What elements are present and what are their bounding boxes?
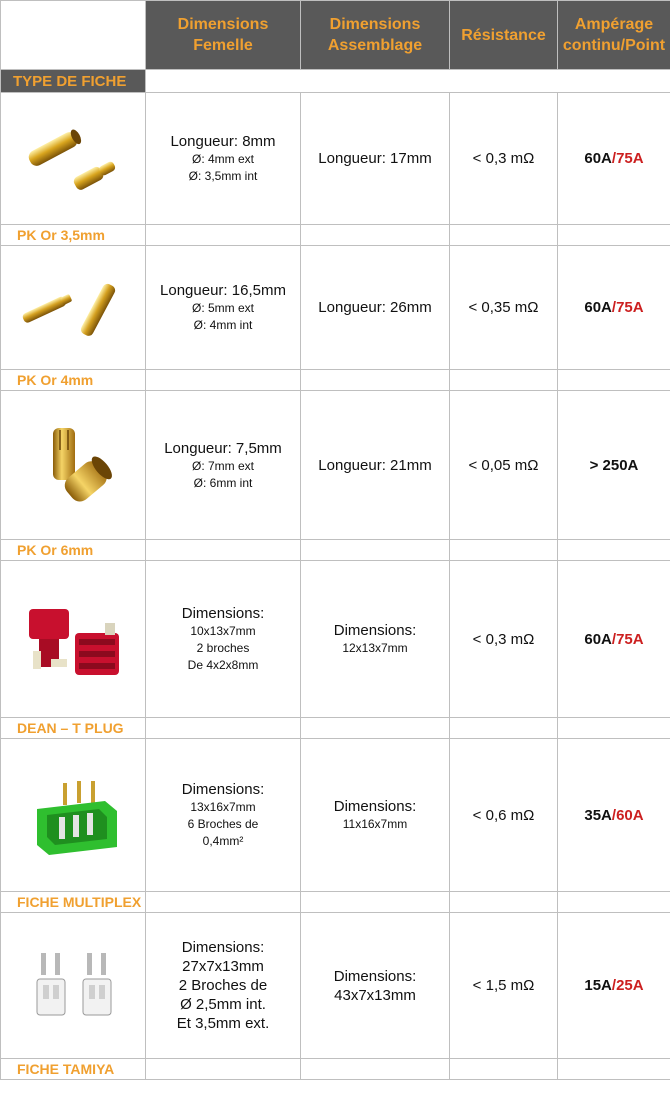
band-spacer (301, 892, 450, 913)
dim-femelle-line: Ø: 5mm ext (191, 301, 254, 315)
connector-name-row (1, 1059, 670, 1080)
dim-assemblage-cell (301, 739, 450, 892)
dim-femelle-line: Longueur: 7,5mm (164, 439, 282, 457)
resistance-cell: < 0,3 mΩ (450, 561, 558, 718)
amperage-cell (558, 561, 670, 718)
dim-femelle-line: 27x7x13mm (182, 958, 264, 975)
amperage-cell (558, 739, 670, 892)
amp-continuous: 60A (584, 630, 612, 648)
connector-name-row (1, 540, 670, 561)
band-spacer (146, 892, 301, 913)
type-label-row (1, 70, 670, 93)
dim-femelle-line: Longueur: 8mm (170, 133, 276, 150)
band-spacer (558, 892, 670, 913)
dim-assemblage-line: Dimensions: (333, 622, 417, 639)
connector-row (1, 739, 670, 892)
dim-assemblage-cell: Longueur: 21mm (301, 391, 450, 540)
amp-continuous: 15A (584, 977, 612, 994)
header-amperage (558, 1, 670, 70)
header-resistance: Résistance (450, 1, 558, 70)
dim-femelle-line: Et 3,5mm ext. (176, 1015, 270, 1032)
resistance-cell: < 1,5 mΩ (450, 913, 558, 1059)
amp-peak: 75A (616, 299, 644, 316)
header-dim-femelle-line1: Dimensions (177, 16, 269, 33)
amp-separator: / (611, 299, 617, 316)
amp-continuous: > 250A (589, 456, 639, 474)
band-spacer (301, 540, 450, 561)
band-spacer (301, 225, 450, 246)
dim-femelle-line: 10x13x7mm (190, 624, 256, 638)
dim-femelle-line: 0,4mm² (202, 834, 244, 848)
dim-femelle-line: Dimensions: (181, 781, 265, 798)
dean-t-plug-icon (13, 589, 133, 689)
band-spacer (450, 1059, 558, 1080)
dim-assemblage-line: 43x7x13mm (334, 986, 416, 1004)
header-dim-femelle-line2: Femelle (193, 37, 253, 54)
dim-assemblage-line: Dimensions: (333, 967, 417, 985)
band-spacer (301, 370, 450, 391)
band-spacer (450, 718, 558, 739)
header-dim-assemblage-line2: Assemblage (327, 37, 423, 54)
connector-image-cell (1, 739, 146, 892)
band-spacer (146, 370, 301, 391)
dim-assemblage-cell (301, 913, 450, 1059)
dim-femelle-cell (146, 739, 301, 892)
band-spacer (146, 1059, 301, 1080)
band-spacer (558, 370, 670, 391)
amp-peak: 25A (616, 977, 644, 994)
dim-femelle-line: 6 Broches de (187, 817, 259, 831)
connector-row (1, 391, 670, 540)
amp-continuous: 60A (584, 299, 612, 316)
band-spacer (450, 370, 558, 391)
connector-name: FICHE TAMIYA (1, 1059, 146, 1080)
connector-name: PK Or 3,5mm (1, 225, 146, 246)
amperage-cell (558, 913, 670, 1059)
dim-femelle-line: De 4x2x8mm (187, 658, 259, 672)
dim-femelle-line: 2 broches (196, 641, 250, 655)
band-spacer (146, 225, 301, 246)
dim-femelle-cell (146, 391, 301, 540)
amperage-cell (558, 246, 670, 370)
dim-femelle-line: Ø: 3,5mm int (188, 169, 258, 183)
gold-bullet-3-5mm-icon (13, 114, 133, 204)
header-amperage-line1: Ampérage (574, 16, 654, 33)
dim-femelle-cell (146, 561, 301, 718)
amperage-cell (558, 391, 670, 540)
band-spacer (146, 718, 301, 739)
resistance-cell: < 0,35 mΩ (450, 246, 558, 370)
dim-assemblage-cell: Longueur: 26mm (301, 246, 450, 370)
dim-assemblage-cell: Longueur: 17mm (301, 93, 450, 225)
dim-femelle-cell (146, 93, 301, 225)
amp-peak: 75A (616, 630, 644, 648)
resistance-cell: < 0,6 mΩ (450, 739, 558, 892)
dim-femelle-line: Ø 2,5mm int. (180, 996, 266, 1013)
connector-row (1, 561, 670, 718)
dim-femelle-line: 13x16x7mm (190, 800, 256, 814)
amp-peak: 60A (616, 806, 644, 824)
dim-femelle-line: Ø: 4mm int (193, 318, 253, 332)
connector-image-cell (1, 391, 146, 540)
resistance-cell: < 0,3 mΩ (450, 93, 558, 225)
connector-name-row (1, 718, 670, 739)
dim-femelle-line: Ø: 4mm ext (191, 152, 254, 166)
type-label-spacer (146, 70, 670, 93)
band-spacer (450, 225, 558, 246)
band-spacer (301, 1059, 450, 1080)
band-spacer (558, 1059, 670, 1080)
band-spacer (450, 540, 558, 561)
dim-femelle-line: Longueur: 16,5mm (160, 282, 286, 299)
connector-name: PK Or 4mm (1, 370, 146, 391)
connector-row (1, 93, 670, 225)
header-row (1, 1, 670, 70)
connector-image-cell (1, 246, 146, 370)
connector-name-row (1, 225, 670, 246)
dim-femelle-line: Dimensions: (181, 605, 265, 622)
amp-continuous: 60A (584, 150, 612, 167)
header-blank-cell (1, 1, 146, 70)
dim-femelle-line: 2 Broches de (178, 977, 268, 994)
dim-assemblage-cell (301, 561, 450, 718)
gold-bullet-4mm-icon (13, 263, 133, 353)
connector-row (1, 246, 670, 370)
band-spacer (450, 892, 558, 913)
connector-image-cell (1, 93, 146, 225)
dim-femelle-line: Ø: 6mm int (193, 475, 253, 490)
connector-image-cell (1, 913, 146, 1059)
connector-name-row (1, 370, 670, 391)
band-spacer (301, 718, 450, 739)
tamiya-plug-icon (13, 941, 133, 1031)
dim-assemblage-line: 12x13x7mm (342, 641, 408, 655)
dim-femelle-cell (146, 913, 301, 1059)
band-spacer (558, 718, 670, 739)
dim-femelle-line: Ø: 7mm ext (191, 458, 254, 473)
header-amperage-line2: continu/Point (562, 37, 666, 54)
header-dim-assemblage-line1: Dimensions (329, 16, 421, 33)
header-dim-assemblage (301, 1, 450, 70)
connector-name: PK Or 6mm (1, 540, 146, 561)
dim-assemblage-line: 11x16x7mm (342, 817, 408, 831)
connector-name-row (1, 892, 670, 913)
connector-image-cell (1, 561, 146, 718)
band-spacer (558, 540, 670, 561)
amperage-cell (558, 93, 670, 225)
multiplex-plug-icon (13, 765, 133, 865)
amp-continuous: 35A (584, 806, 612, 824)
amp-peak: 75A (616, 150, 644, 167)
amp-separator: / (611, 806, 617, 824)
connector-name: DEAN – T PLUG (1, 718, 146, 739)
type-de-fiche-label: TYPE DE FICHE (1, 70, 146, 93)
amp-separator: / (611, 977, 617, 994)
resistance-cell: < 0,05 mΩ (450, 391, 558, 540)
dim-assemblage-line: Dimensions: (333, 798, 417, 815)
band-spacer (558, 225, 670, 246)
dim-femelle-line: Dimensions: (181, 939, 265, 956)
header-dim-femelle (146, 1, 301, 70)
band-spacer (146, 540, 301, 561)
amp-separator: / (611, 150, 617, 167)
amp-separator: / (611, 630, 617, 648)
dim-femelle-cell (146, 246, 301, 370)
connector-row (1, 913, 670, 1059)
connector-name: FICHE MULTIPLEX (1, 892, 146, 913)
gold-bullet-6mm-icon (13, 410, 133, 520)
